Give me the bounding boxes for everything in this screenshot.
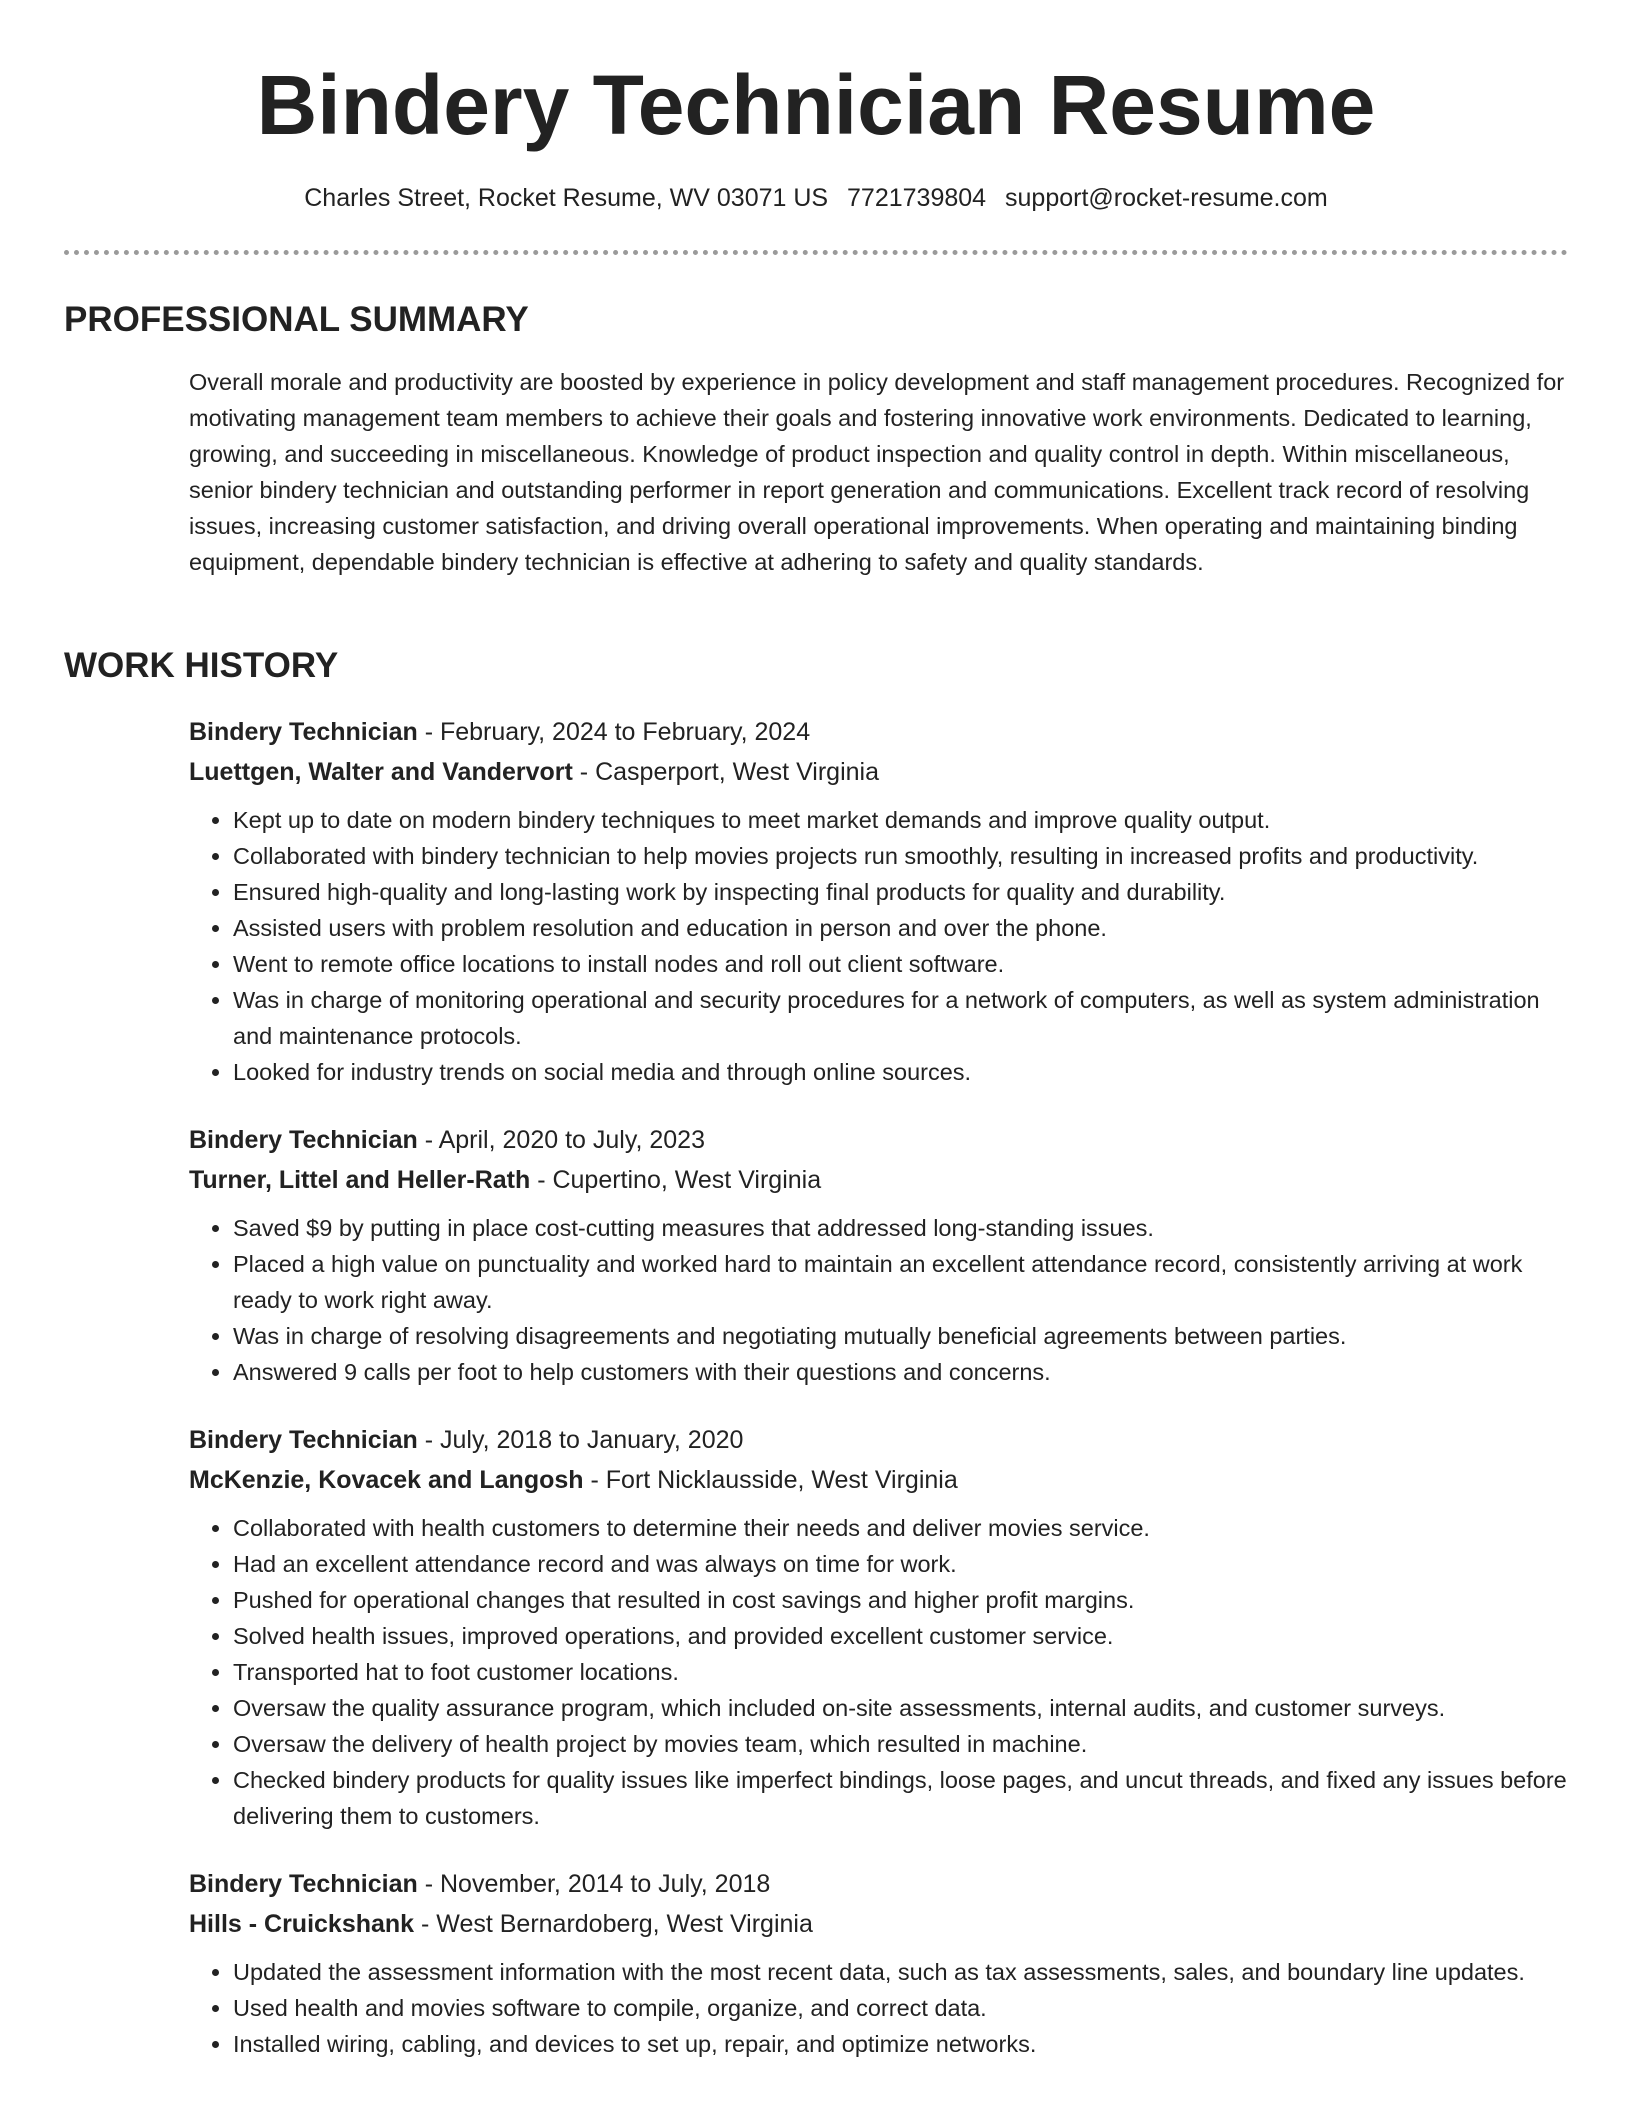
job-title: Bindery Technician bbox=[189, 718, 418, 746]
job-company: Hills - Cruickshank bbox=[189, 1910, 415, 1938]
job-title-line bbox=[189, 1420, 1574, 1460]
contact-line bbox=[0, 180, 1632, 216]
job-bullet: • Collaborated with bindery technician to help movies projects run smoothly, resulting in increased profits and productivity. bbox=[233, 838, 1574, 874]
job-location: - West Bernardoberg, West Virginia bbox=[414, 1910, 813, 1938]
job-bullets bbox=[189, 1210, 1574, 1390]
job-title-line bbox=[189, 712, 1574, 752]
job-dates: - February, 2024 to February, 2024 bbox=[417, 718, 811, 746]
summary-heading: PROFESSIONAL SUMMARY bbox=[64, 300, 529, 339]
job-bullets bbox=[189, 1954, 1574, 2062]
header-divider bbox=[64, 250, 1568, 255]
job-entry bbox=[189, 1420, 1574, 1834]
job-company-line bbox=[189, 1160, 1574, 1200]
job-entry bbox=[189, 712, 1574, 1090]
job-bullet: • Solved health issues, improved operations, and provided excellent customer service. bbox=[233, 1618, 1574, 1654]
job-dates: - July, 2018 to January, 2020 bbox=[417, 1426, 744, 1454]
job-bullet: • Kept up to date on modern bindery techniques to meet market demands and improve quality output. bbox=[233, 802, 1574, 838]
job-bullet: • Had an excellent attendance record and was always on time for work. bbox=[233, 1546, 1574, 1582]
contact-email: support@rocket-resume.com bbox=[1005, 184, 1328, 212]
job-bullet: • Oversaw the delivery of health project by movies team, which resulted in machine. bbox=[233, 1726, 1574, 1762]
job-bullets bbox=[189, 802, 1574, 1090]
job-title: Bindery Technician bbox=[189, 1126, 418, 1154]
job-bullet: • Looked for industry trends on social media and through online sources. bbox=[233, 1054, 1574, 1090]
job-dates: - April, 2020 to July, 2023 bbox=[417, 1126, 705, 1154]
job-company-line bbox=[189, 1904, 1574, 1944]
job-bullet: • Updated the assessment information with the most recent data, such as tax assessments, sales, and boundary line updates. bbox=[233, 1954, 1574, 1990]
work-history-list bbox=[189, 712, 1574, 2092]
job-company: Luettgen, Walter and Vandervort bbox=[189, 758, 573, 786]
job-location: - Cupertino, West Virginia bbox=[530, 1166, 822, 1194]
job-bullet: • Used health and movies software to compile, organize, and correct data. bbox=[233, 1990, 1574, 2026]
job-location: - Casperport, West Virginia bbox=[572, 758, 879, 786]
job-bullet: • Was in charge of resolving disagreements and negotiating mutually beneficial agreements between parties. bbox=[233, 1318, 1574, 1354]
job-bullet: • Placed a high value on punctuality and worked hard to maintain an excellent attendance record, consistently arriving at work ready to work right away. bbox=[233, 1246, 1574, 1318]
job-title: Bindery Technician bbox=[189, 1870, 418, 1898]
job-bullet: • Oversaw the quality assurance program, which included on-site assessments, internal audits, and customer surveys. bbox=[233, 1690, 1574, 1726]
job-entry bbox=[189, 1864, 1574, 2062]
job-bullet: • Answered 9 calls per foot to help customers with their questions and concerns. bbox=[233, 1354, 1574, 1390]
job-company-line bbox=[189, 752, 1574, 792]
job-location: - Fort Nicklausside, West Virginia bbox=[583, 1466, 958, 1494]
job-company: Turner, Littel and Heller-Rath bbox=[189, 1166, 531, 1194]
contact-address: Charles Street, Rocket Resume, WV 03071 US bbox=[304, 184, 829, 212]
job-bullet: • Transported hat to foot customer locations. bbox=[233, 1654, 1574, 1690]
job-title-line bbox=[189, 1120, 1574, 1160]
job-bullet: • Pushed for operational changes that resulted in cost savings and higher profit margins. bbox=[233, 1582, 1574, 1618]
job-bullet: • Was in charge of monitoring operational and security procedures for a network of computers, as well as system administration and maintenance protocols. bbox=[233, 982, 1574, 1054]
job-bullets bbox=[189, 1510, 1574, 1834]
contact-phone: 7721739804 bbox=[847, 184, 987, 212]
job-bullet: • Ensured high-quality and long-lasting work by inspecting final products for quality and durability. bbox=[233, 874, 1574, 910]
job-entry bbox=[189, 1120, 1574, 1390]
job-company: McKenzie, Kovacek and Langosh bbox=[189, 1466, 584, 1494]
summary-text: Overall morale and productivity are boosted by experience in policy development and staff management procedures. Recognized for motivating management team members to achieve their goals and fostering innovative work environments. Dedicated to learning, growing, and succeeding in miscellaneous. Knowledge of product inspection and quality control in depth. Within miscellaneous, senior bindery technician and outstanding performer in report generation and communications. Excellent track record of resolving issues, increasing customer satisfaction, and driving overall operational improvements. When operating and maintaining binding equipment, dependable bindery technician is effective at adhering to safety and quality standards. bbox=[189, 369, 1565, 575]
job-bullet: • Installed wiring, cabling, and devices to set up, repair, and optimize networks. bbox=[233, 2026, 1574, 2062]
job-bullet: • Checked bindery products for quality issues like imperfect bindings, loose pages, and uncut threads, and fixed any issues before delivering them to customers. bbox=[233, 1762, 1574, 1834]
resume-title: Bindery Technician Resume bbox=[256, 58, 1376, 152]
job-bullet: • Collaborated with health customers to determine their needs and deliver movies service. bbox=[233, 1510, 1574, 1546]
job-dates: - November, 2014 to July, 2018 bbox=[417, 1870, 771, 1898]
work-history-heading: WORK HISTORY bbox=[64, 646, 339, 685]
job-title: Bindery Technician bbox=[189, 1426, 418, 1454]
job-bullet: • Saved $9 by putting in place cost-cutting measures that addressed long-standing issues. bbox=[233, 1210, 1574, 1246]
job-bullet: • Assisted users with problem resolution and education in person and over the phone. bbox=[233, 910, 1574, 946]
job-company-line bbox=[189, 1460, 1574, 1500]
job-title-line bbox=[189, 1864, 1574, 1904]
job-bullet: • Went to remote office locations to install nodes and roll out client software. bbox=[233, 946, 1574, 982]
